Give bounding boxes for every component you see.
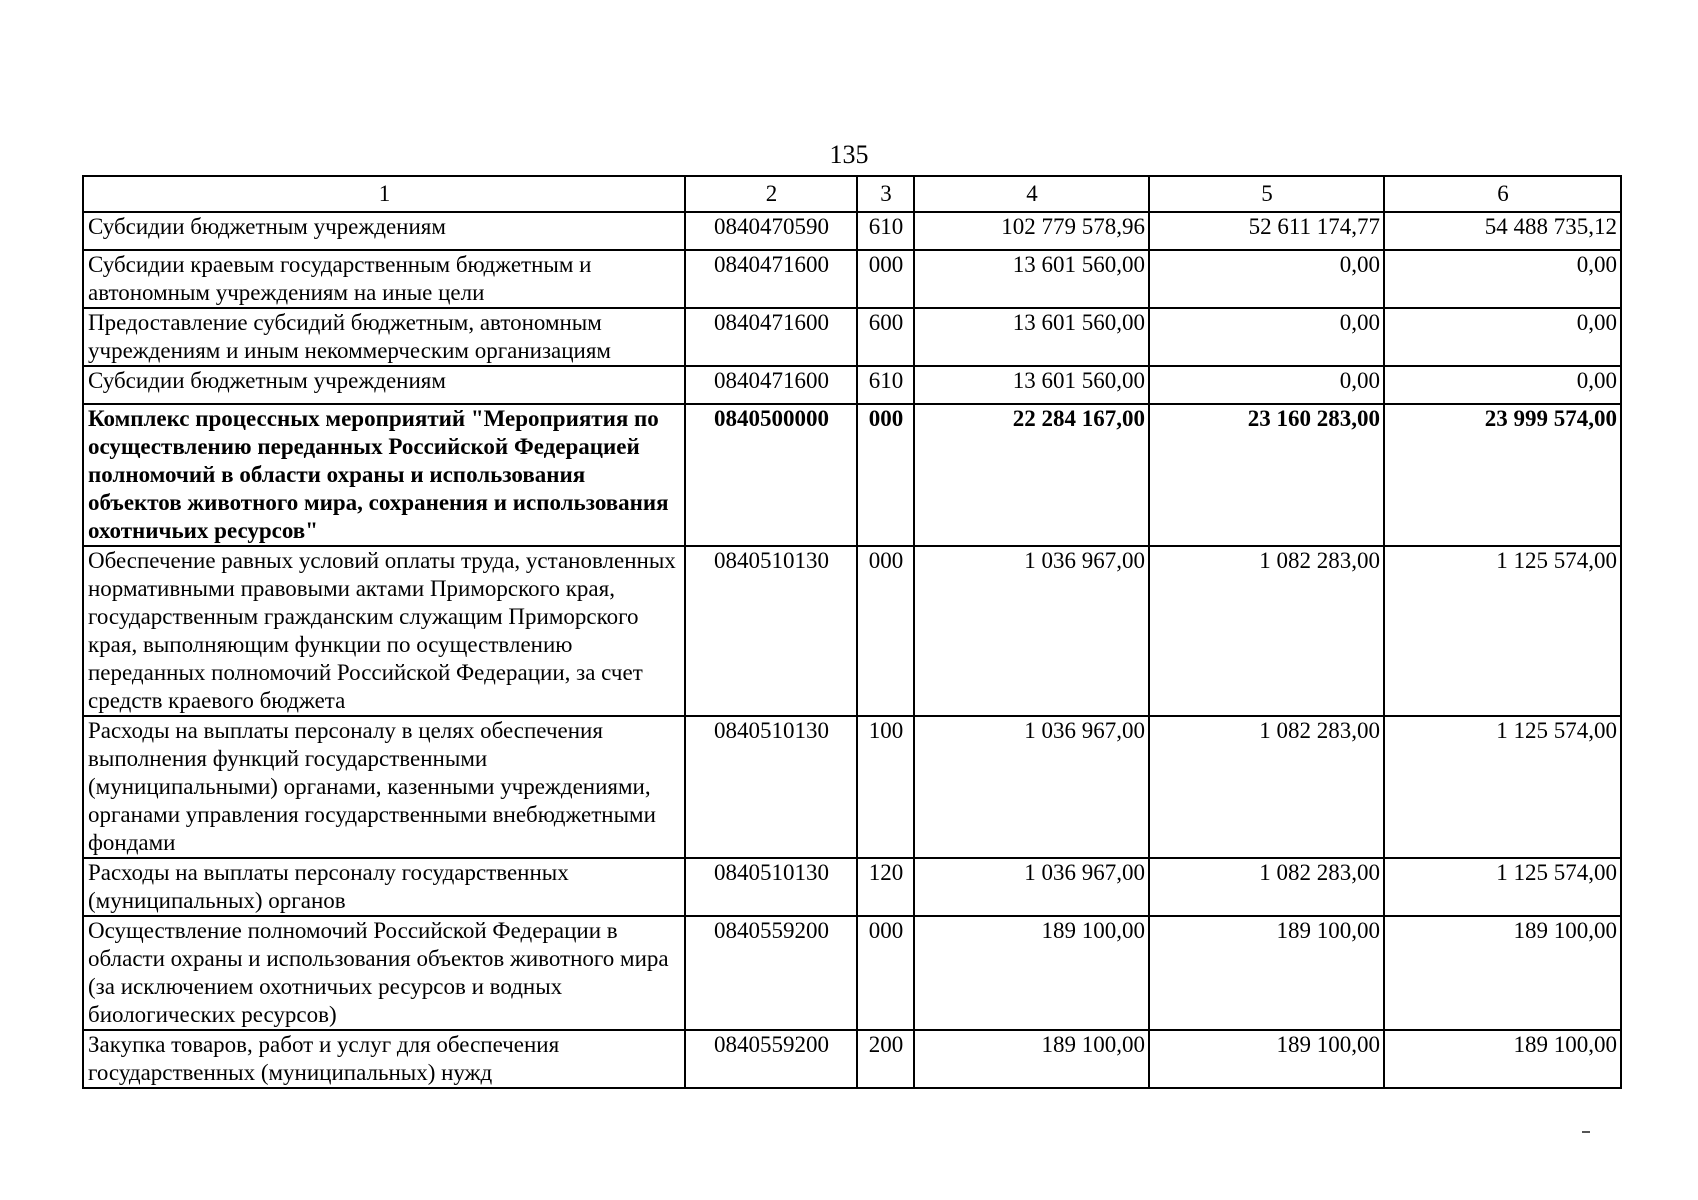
row-amount-col5: 0,00 (1149, 308, 1384, 366)
row-name: Обеспечение равных условий оплаты труда, установленных нормативными правовыми актами Приморского края, государственным гражданским служащим Приморского края, выполняющим функции по осуществлению переданных полномочий Российской Федерации, за счет средств краевого бюджета (83, 546, 685, 716)
row-name: Субсидии бюджетным учреждениям (83, 366, 685, 404)
row-name: Расходы на выплаты персоналу государственных (муниципальных) органов (83, 858, 685, 916)
row-amount-col4: 1 036 967,00 (914, 858, 1149, 916)
column-header-4: 4 (914, 176, 1149, 212)
column-header-3: 3 (857, 176, 914, 212)
table-body (83, 212, 1621, 1088)
table-row (83, 250, 1621, 308)
row-expense-type: 600 (857, 308, 914, 366)
page-number: 135 (829, 140, 869, 169)
row-expense-type: 120 (857, 858, 914, 916)
row-amount-col6: 1 125 574,00 (1384, 716, 1621, 858)
row-name: Субсидии краевым государственным бюджетным и автономным учреждениям на иные цели (83, 250, 685, 308)
table-row (83, 546, 1621, 716)
row-amount-col5: 1 082 283,00 (1149, 546, 1384, 716)
row-amount-col5: 0,00 (1149, 250, 1384, 308)
table-header (83, 176, 1621, 212)
row-amount-col6: 1 125 574,00 (1384, 858, 1621, 916)
row-expense-type: 200 (857, 1030, 914, 1088)
row-target-code: 0840559200 (685, 1030, 857, 1088)
row-amount-col5: 189 100,00 (1149, 1030, 1384, 1088)
row-name: Закупка товаров, работ и услуг для обеспечения государственных (муниципальных) нужд (83, 1030, 685, 1088)
row-amount-col4: 13 601 560,00 (914, 308, 1149, 366)
table-row (83, 366, 1621, 404)
row-amount-col4: 22 284 167,00 (914, 404, 1149, 546)
row-expense-type: 000 (857, 916, 914, 1030)
row-amount-col4: 189 100,00 (914, 916, 1149, 1030)
table-row (83, 916, 1621, 1030)
row-amount-col6: 1 125 574,00 (1384, 546, 1621, 716)
row-name: Расходы на выплаты персоналу в целях обеспечения выполнения функций государственными (муниципальными) органами, казенными учреждениями, органами управления государственными внебюджетными фондами (83, 716, 685, 858)
row-amount-col5: 23 160 283,00 (1149, 404, 1384, 546)
row-expense-type: 610 (857, 212, 914, 250)
column-header-6: 6 (1384, 176, 1621, 212)
row-amount-col6: 23 999 574,00 (1384, 404, 1621, 546)
row-expense-type: 100 (857, 716, 914, 858)
row-target-code: 0840510130 (685, 546, 857, 716)
row-target-code: 0840471600 (685, 308, 857, 366)
table-row (83, 716, 1621, 858)
row-amount-col6: 189 100,00 (1384, 1030, 1621, 1088)
column-header-1: 1 (83, 176, 685, 212)
column-header-5: 5 (1149, 176, 1384, 212)
row-amount-col4: 102 779 578,96 (914, 212, 1149, 250)
row-amount-col4: 13 601 560,00 (914, 250, 1149, 308)
row-name: Субсидии бюджетным учреждениям (83, 212, 685, 250)
row-expense-type: 000 (857, 546, 914, 716)
row-target-code: 0840559200 (685, 916, 857, 1030)
row-amount-col6: 54 488 735,12 (1384, 212, 1621, 250)
row-amount-col5: 189 100,00 (1149, 916, 1384, 1030)
row-target-code: 0840471600 (685, 366, 857, 404)
row-target-code: 0840510130 (685, 716, 857, 858)
row-target-code: 0840500000 (685, 404, 857, 546)
row-name: Осуществление полномочий Российской Федерации в области охраны и использования объектов животного мира (за исключением охотничьих ресурсов и водных биологических ресурсов) (83, 916, 685, 1030)
table-row (83, 404, 1621, 546)
row-amount-col4: 1 036 967,00 (914, 716, 1149, 858)
column-header-2: 2 (685, 176, 857, 212)
row-name: Предоставление субсидий бюджетным, автономным учреждениям и иным некоммерческим организациям (83, 308, 685, 366)
row-amount-col5: 1 082 283,00 (1149, 858, 1384, 916)
row-expense-type: 000 (857, 250, 914, 308)
scan-mark (1582, 1131, 1590, 1133)
table-row (83, 212, 1621, 250)
table-row (83, 858, 1621, 916)
row-amount-col5: 1 082 283,00 (1149, 716, 1384, 858)
row-target-code: 0840510130 (685, 858, 857, 916)
row-amount-col4: 1 036 967,00 (914, 546, 1149, 716)
row-target-code: 0840470590 (685, 212, 857, 250)
row-amount-col6: 0,00 (1384, 250, 1621, 308)
row-amount-col4: 13 601 560,00 (914, 366, 1149, 404)
row-amount-col5: 0,00 (1149, 366, 1384, 404)
row-amount-col6: 0,00 (1384, 308, 1621, 366)
row-target-code: 0840471600 (685, 250, 857, 308)
row-amount-col6: 189 100,00 (1384, 916, 1621, 1030)
row-amount-col4: 189 100,00 (914, 1030, 1149, 1088)
row-name: Комплекс процессных мероприятий "Мероприятия по осуществлению переданных Российской Федерацией полномочий в области охраны и использования объектов животного мира, сохранения и использования охотничьих ресурсов" (83, 404, 685, 546)
table-row (83, 308, 1621, 366)
row-amount-col6: 0,00 (1384, 366, 1621, 404)
row-expense-type: 610 (857, 366, 914, 404)
budget-table (82, 175, 1622, 1089)
table-row (83, 1030, 1621, 1088)
row-expense-type: 000 (857, 404, 914, 546)
row-amount-col5: 52 611 174,77 (1149, 212, 1384, 250)
